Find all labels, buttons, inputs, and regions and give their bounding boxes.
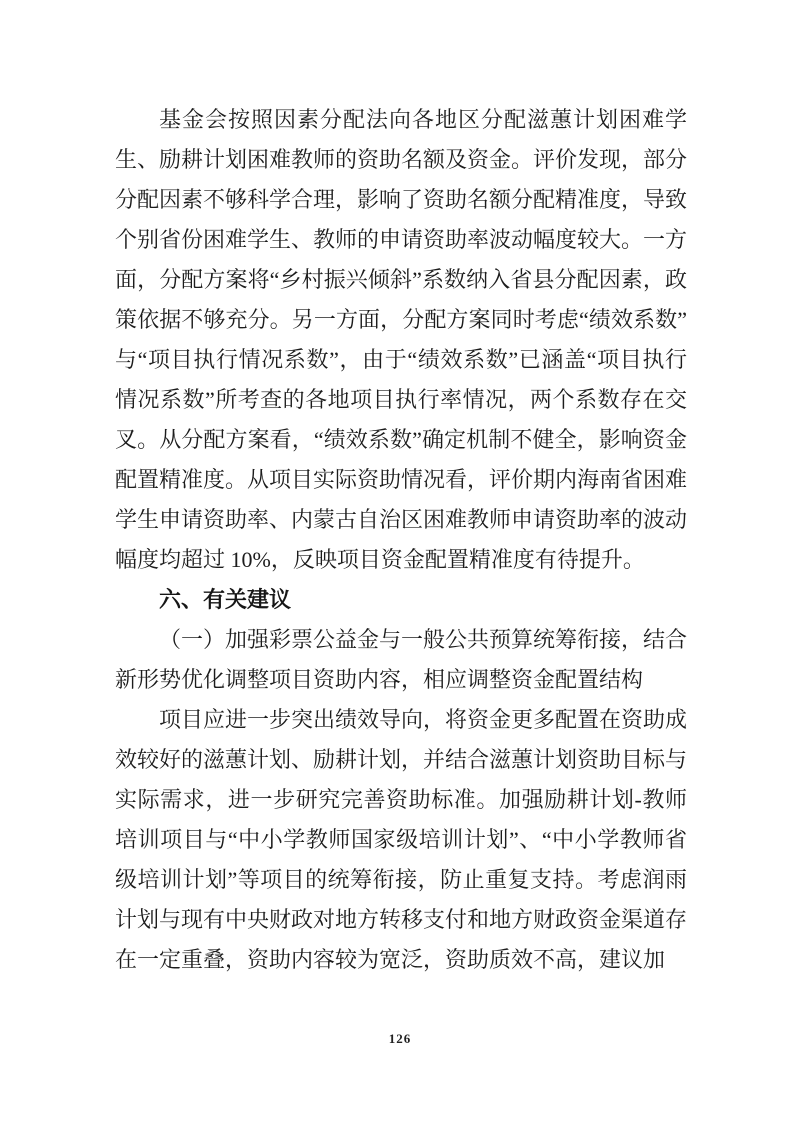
subsection-heading-lottery-fund-coordination: （一）加强彩票公益金与一般公共预算统筹衔接，结合新形势优化调整项目资助内容，相应调整资金配置结构 (115, 627, 688, 692)
section-heading-recommendations: 六、有关建议 (159, 587, 292, 612)
paragraph-fund-allocation-findings: 基金会按照因素分配法向各地区分配滋蕙计划困难学生、励耕计划困难教师的资助名额及资金。评价发现，部分分配因素不够科学合理，影响了资助名额分配精准度，导致个别省份困难学生、教师的申请资助率波动幅度较大。一方面，分配方案将“乡村振兴倾斜”系数纳入省县分配因素，政策依据不够充分。另一方面，分配方案同时考虑“绩效系数”与“项目执行情况系数”，由于“绩效系数”已涵盖“项目执行情况系数”所考查的各地项目执行率情况，两个系数存在交叉。从分配方案看，“绩效系数”确定机制不健全，影响资金配置精准度。从项目实际资助情况看，评价期内海南省困难学生申请资助率、内蒙古自治区困难教师申请资助率的波动幅度均超过 10%，反映项目资金配置精准度有待提升。 (115, 107, 688, 572)
paragraph-recommendation-details: 项目应进一步突出绩效导向，将资金更多配置在资助成效较好的滋蕙计划、励耕计划，并结合滋蕙计划资助目标与实际需求，进一步研究完善资助标准。加强励耕计划-教师培训项目与“中小学教师国家级培训计划”、“中小学教师省级培训计划”等项目的统筹衔接，防止重复支持。考虑润雨计划与现有中央财政对地方转移支付和地方财政资金渠道存在一定重叠，资助内容较为宽泛，资助质效不高，建议加 (115, 707, 688, 972)
page-number: 126 (388, 1031, 412, 1046)
document-content (115, 100, 687, 980)
